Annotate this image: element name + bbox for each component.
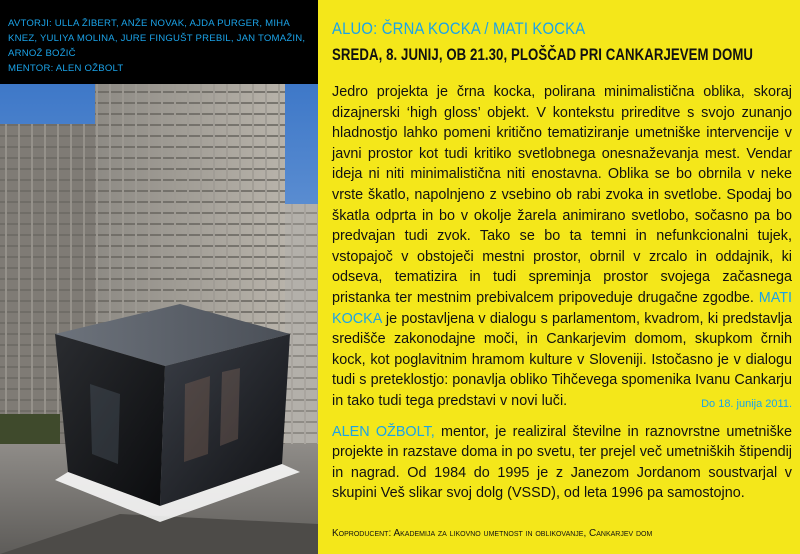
mati-kocka-highlight: MATI KOCKA	[332, 289, 793, 327]
credits-block	[8, 16, 312, 76]
description-body	[332, 82, 792, 504]
description-paragraph	[332, 82, 792, 412]
event-datetime-place: SREDA, 8. JUNIJ, OB 21.30, PLOŠČAD PRI CANKARJEVEM DOMU	[332, 46, 754, 64]
black-cube-photo	[0, 84, 318, 554]
event-title: ALUO: ČRNA KOCKA / MATI KOCKA	[332, 20, 586, 38]
info-panel	[318, 0, 800, 554]
mentor-line: MENTOR: ALEN OŽBOLT	[8, 63, 124, 74]
authors-line: AVTORJI: ULLA ŽIBERT, ANŽE NOVAK, AJDA PURGER, MIHA KNEZ, YULIYA MOLINA, JURE FINGUŠT PREBIL, JAN TOMAŽIN, ARNOŽ BOŽIČ	[8, 18, 306, 59]
description-part1: Jedro projekta je črna kocka, polirana minimalistična oblika, skoraj dizajnerski ‘high gloss’ objekt. V kontekstu prireditve s svojo zunanjo hladnostjo lahko pomeni kritično tematiziranje umetniške intervencije v javni prostor kot tudi kritiko svetlobnega onesnaževanja mest. Vendar ideja ni niti minimalistična niti enostavna. Oblika se bo obrnila v neke vrste škatlo, napolnjeno z vsebino ob rabi zvoka in svetlobe. Spodaj bo škatla odprta in bo v okolje žarela animirano svetlobo, sočasno pa bo predvajan tudi zvok. Tako se bo ta temni in nefunkcionalni tujek, vstopajoč v obstoječi mestni prostor, obrnil v zrcalo in oddajnik, ki odseva, tematizira in tudi spreminja prostor svojega začasnega pristanka ter mestnim prebivalcem pripoveduje drugačne zgodbe.	[332, 84, 792, 306]
until-date: Do 18. junija 2011.	[701, 397, 792, 410]
left-panel	[0, 0, 318, 554]
mentor-paragraph	[332, 422, 792, 504]
coproducer-line: Koproducent: Akademija za likovno umetnost in oblikovanje, Cankarjev dom	[332, 528, 653, 539]
mentor-bio: mentor, je realiziral številne in raznovrstne umetniške projekte in razstave doma in po svetu, ter prejel več umetniških štipendij in nagrad. Od 1984 do 1995 je z Janezom Jordanom soustvarjal v skupini Veš slikar svoj dolg (VSSD), od leta 1996 pa samostojno.	[332, 423, 793, 502]
mentor-name: ALEN OŽBOLT,	[332, 423, 435, 440]
description-part2: je postavljena v dialogu s parlamentom, kvadrom, ki predstavlja središče zakonodajne moči, in Cankarjevim domom, skupkom črnih kock, kot poglavitnim hramom kulture v Sloveniji. Istočasno je v dialogu tudi s preteklostjo: ponavlja obliko Tihčevega spomenika Ivanu Cankarju in tako tudi tega predstavi v novi luči.	[332, 310, 793, 409]
